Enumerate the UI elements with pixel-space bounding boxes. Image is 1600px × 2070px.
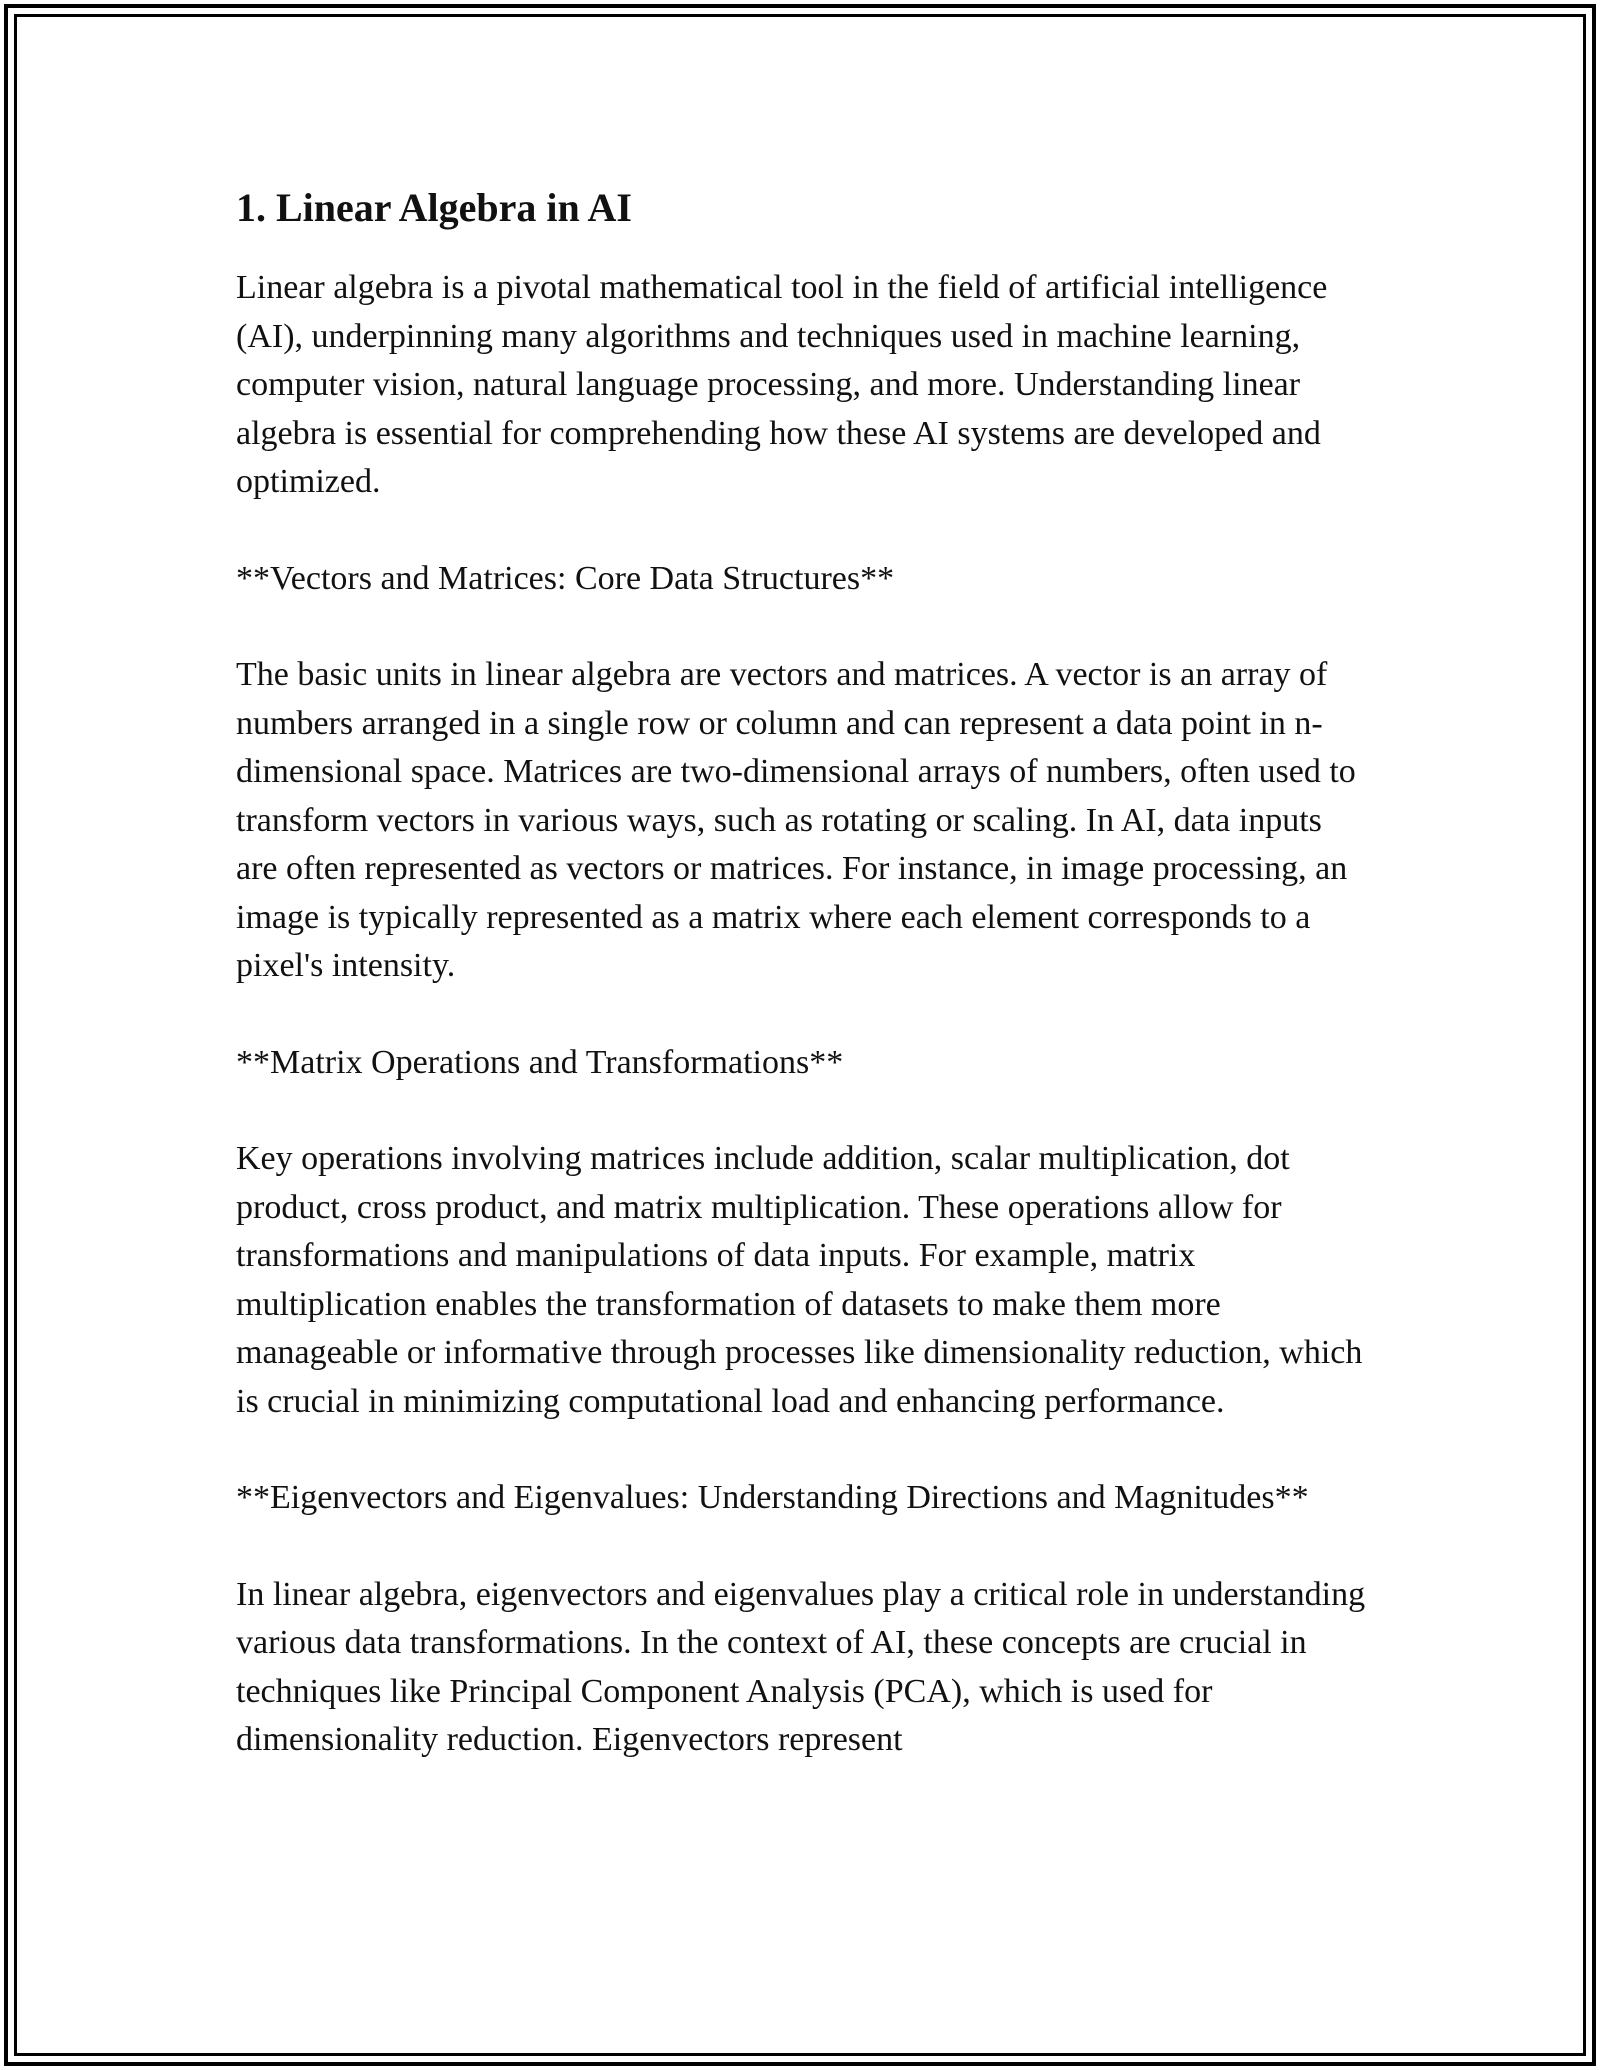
section-heading: 1. Linear Algebra in AI <box>236 185 632 230</box>
eigen-paragraph: In linear algebra, eigenvectors and eigenvalues play a critical role in understanding various data transformations. In the context of AI, these concepts are crucial in techniques like Principal Component Analysis (PCA), which is used for dimensionality reduction. Eigenvectors represent <box>236 1575 1366 1758</box>
vectors-matrices-paragraph: The basic units in linear algebra are vectors and matrices. A vector is an array of numbers arranged in a single row or column and can represent a data point in n-dimensional space. Matrices are two-dimensional arrays of numbers, often used to transform vectors in various ways, such as rotating or scaling. In AI, data inputs are often represented as vectors or matrices. For instance, in image processing, an image is typically represented as a matrix where each element corresponds to a pixel's intensity. <box>236 656 1356 984</box>
subheading-matrix-operations: **Matrix Operations and Transformations** <box>236 1043 844 1081</box>
subheading-vectors-matrices: **Vectors and Matrices: Core Data Structures** <box>236 559 895 597</box>
subheading-eigen: **Eigenvectors and Eigenvalues: Understanding Directions and Magnitudes** <box>236 1479 1309 1516</box>
document-body <box>236 184 1366 1765</box>
matrix-operations-paragraph: Key operations involving matrices include addition, scalar multiplication, dot product, cross product, and matrix multiplication. These operations allow for transformations and manipulations of data inputs. For example, matrix multiplication enables the transformation of datasets to make them more manageable or informative through processes like dimensionality reduction, which is crucial in minimizing computational load and enhancing performance. <box>236 1140 1363 1420</box>
intro-paragraph: Linear algebra is a pivotal mathematical tool in the field of artificial intelligence (AI), underpinning many algorithms and techniques used in machine learning, computer vision, natural language processing, and more. Understanding linear algebra is essential for comprehending how these AI systems are developed and optimized. <box>236 269 1328 500</box>
